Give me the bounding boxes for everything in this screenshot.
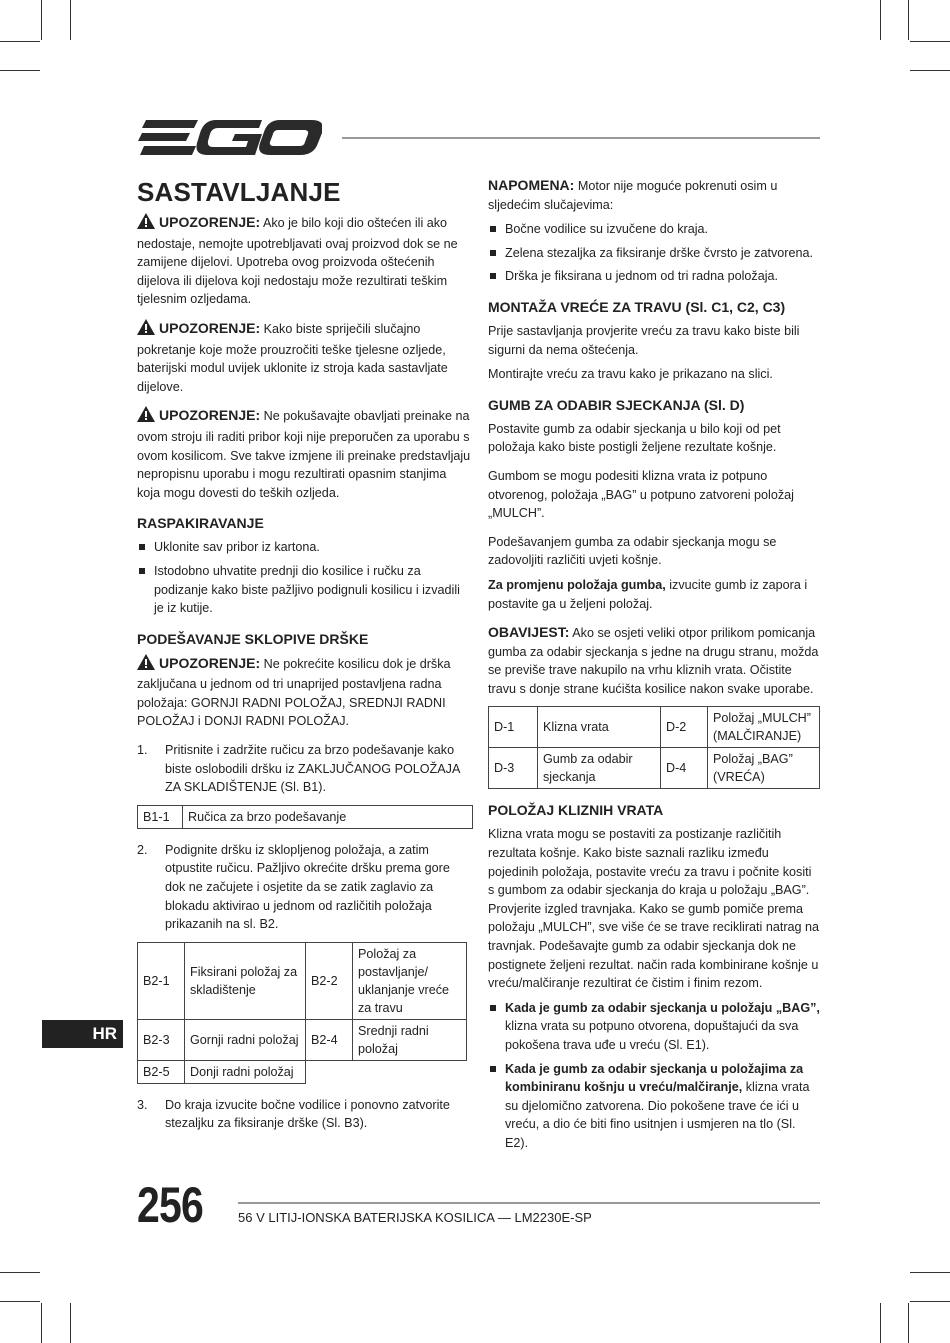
crop-mark [0, 1301, 40, 1302]
notice-text: Ako se osjeti veliki otpor prilikom pomicanja gumba za odabir sjeckanja s jedne na drugu stranu, možda se previše trave nakupilo na vrhu kliznih vrata. Očistite travu s donje strane kućišta kosilice nakon svake uporabe. [488, 626, 819, 696]
step-item: 1. Pritisnite i zadržite ručicu za brzo podešavanje kako biste oslobodili dršku iz ZAKLJUČANOG POLOŽAJA ZA SKLADIŠTENJE (Sl. B1). [137, 743, 460, 795]
note-list [488, 220, 820, 286]
bag-heading: MONTAŽA VREĆE ZA TRAVU (Sl. C1, C2, C3) [488, 298, 786, 315]
table-cell: B2-3 [138, 1019, 185, 1060]
paragraph: Klizna vrata mogu se postaviti za postizanje različitih rezultata košnje. Kako biste saznali razliku između pojedinih položaja, postavite vreću za travu i počnite kositi s gumbom za odabir sjeckanja do kraja u položaju „BAG”. Provjerite izgled travnjaka. Kako se gumb pomiče prema položaju „MULCH”, sve više će se trave reciklirati natrag na travnjak. Podešavajte gumb za odabir sjeckanja dok ne postignete željeni rezultat. način rada kombinirane košnje u vreću/malčiranje rezultirat će čistim i finim rezom. [488, 827, 820, 991]
door-list [488, 999, 820, 1153]
warning-text: Ne pokušavajte obavljati preinake na ovom stroju ili raditi pribor koji nije preporučen za uporabu s ovom kosilicom. Sve takve izmjene ili preinake predstavljaju nepropisnu uporabu i mogu rezultirati opasnim stanjima koja mogu dovesti do teških ozljeda. [137, 409, 471, 500]
table-cell: B2-2 [306, 942, 353, 1019]
warning-icon [137, 319, 155, 341]
table-cell: Položaj „BAG” (VREĆA) [708, 748, 820, 789]
crop-mark [908, 0, 909, 40]
paragraph: Prije sastavljanja provjerite vreću za travu kako biste bili sigurni da nema oštećenja. [488, 323, 800, 357]
table-row [138, 942, 467, 1019]
header-rule [342, 137, 820, 139]
table-cell: Donji radni položaj [185, 1060, 306, 1083]
warning-3 [137, 406, 473, 502]
steps-list [137, 841, 473, 934]
bullet-icon [490, 1005, 496, 1011]
bullet-icon [139, 568, 145, 574]
list-item: Kada je gumb za odabir sjeckanja u položajima za kombiniranu košnju u vreću/malčiranje, klizna vrata su djelomično zatvorena. Dio pokošene trave će ići u vreću, a dio će biti fino usitnjen i usmjeren na tlo (Sl. E2). [488, 1060, 820, 1153]
table-cell: D-1 [489, 707, 538, 748]
crop-mark [880, 1303, 881, 1343]
notice [488, 623, 820, 698]
unpack-heading: RASPAKIRAVANJE [137, 515, 264, 532]
note-text: Motor nije moguće pokrenuti osim u sljedećim slučajevima: [488, 179, 778, 212]
left-column [137, 176, 473, 1141]
ego-logo [138, 118, 322, 163]
list-item: Bočne vodilice su izvučene do kraja. [488, 220, 820, 239]
footer-rule [238, 1202, 820, 1204]
table-row [138, 1019, 467, 1060]
list-item: Uklonite sav pribor iz kartona. [137, 538, 473, 557]
language-tab: HR [42, 1020, 123, 1048]
table-row [489, 748, 820, 789]
warning-label: UPOZORENJE: [159, 319, 261, 336]
table-cell: B2-5 [138, 1060, 185, 1083]
table-cell: Ručica za brzo podešavanje [183, 805, 473, 828]
warning-text: Kako biste spriječili slučajno pokretanje koje može prouzročiti teške tjelesne ozljede, baterijski modul uvijek uklonite iz stroja kada sastavljate dijelove. [137, 321, 448, 394]
table-cell: B1-1 [138, 805, 183, 828]
table-cell: B2-1 [138, 942, 185, 1019]
crop-mark [41, 1303, 42, 1343]
table-cell: Gornji radni položaj [185, 1019, 306, 1060]
note-label: NAPOMENA: [488, 177, 575, 193]
table-cell: Položaj za postavljanje/ uklanjanje vreće za travu [353, 942, 467, 1019]
table-cell: D-3 [489, 748, 538, 789]
warning-label: UPOZORENJE: [159, 214, 261, 230]
unpack-list [137, 538, 473, 617]
table-cell: Gumb za odabir sjeckanja [538, 748, 661, 789]
warning-label: UPOZORENJE: [159, 654, 261, 671]
table-row [489, 707, 820, 748]
page-number: 256 [137, 1177, 203, 1233]
step-item: 3. Do kraja izvucite bočne vodilice i ponovno zatvorite stezaljku za fiksiranje drške (Sl. B3). [137, 1097, 450, 1131]
empty-cell [306, 1060, 353, 1083]
warning-label: UPOZORENJE: [159, 407, 261, 424]
list-item: Istodobno uhvatite prednji dio kosilice i ručku za podizanje kako biste pažljivo podignuli kosilicu i izvadili je iz kutije. [137, 562, 473, 618]
table-row [138, 805, 473, 828]
door-heading: POLOŽAJ KLIZNIH VRATA [488, 802, 664, 819]
warning-text: Ne pokrećite kosilicu dok je drška zaključana u jednom od tri unaprijed postavljena radna položaja: GORNJI RADNI POLOŽAJ, SREDNJI RADNI POLOŽAJ i DONJI RADNI POLOŽAJ. [137, 656, 451, 729]
crop-mark [0, 1272, 40, 1273]
notice-label: OBAVIJEST: [488, 624, 570, 641]
crop-mark [910, 1301, 950, 1302]
paragraph: Za promjenu položaja gumba, izvucite gumb iz zapora i postavite ga u željeni položaj. [488, 577, 808, 611]
bullet-icon [490, 1066, 496, 1072]
bullet-icon [490, 226, 496, 232]
crop-mark [0, 41, 40, 42]
b1-table [137, 805, 473, 829]
table-cell: Klizna vrata [538, 707, 661, 748]
crop-mark [0, 70, 40, 71]
bullet-icon [490, 273, 496, 279]
bullet-icon [490, 250, 496, 256]
paragraph: Podešavanjem gumba za odabir sjeckanja mogu se zadovoljiti različiti uvjeti košnje. [488, 534, 777, 568]
table-cell: Položaj „MULCH” (MALČIRANJE) [708, 707, 820, 748]
knob-heading: GUMB ZA ODABIR SJECKANJA (Sl. D) [488, 396, 745, 413]
fold-heading: PODEŠAVANJE SKLOPIVE DRŠKE [137, 630, 369, 647]
b2-table [137, 942, 467, 1084]
warning-icon [137, 406, 155, 428]
steps-list [137, 1096, 473, 1133]
table-cell: D-4 [661, 748, 708, 789]
crop-mark [880, 0, 881, 40]
warning-icon [137, 654, 155, 676]
warning-4 [137, 654, 473, 731]
warning-icon [137, 213, 155, 235]
warning-1 [137, 213, 473, 309]
table-cell: Fiksirani položaj za skladištenje [185, 942, 306, 1019]
table-row [138, 1060, 467, 1083]
warning-2 [137, 319, 473, 396]
crop-mark [910, 41, 950, 42]
list-item: Zelena stezaljka za fiksiranje drške čvrsto je zatvorena. [488, 244, 820, 263]
crop-mark [910, 70, 950, 71]
bullet-icon [139, 544, 145, 550]
table-cell: B2-4 [306, 1019, 353, 1060]
right-column [488, 176, 820, 1159]
crop-mark [70, 1303, 71, 1343]
footer-text: 56 V LITIJ-IONSKA BATERIJSKA KOSILICA — LM2230E-SP [238, 1210, 592, 1225]
page-title: SASTAVLJANJE [137, 177, 341, 207]
step-item: 2. Podignite dršku iz sklopljenog položaja, a zatim otpustite ručicu. Pažljivo okrećite dršku prema gore dok ne začujete i osjetite da se zatik zaglavio za blokadu aktivirao u jednom od različitih položaja prikazanih na sl. B2. [137, 842, 450, 932]
warning-text: Ako je bilo koji dio oštećen ili ako nedostaje, nemojte upotrebljavati ovaj proizvod dok se ne zamijene dijelovi. Upotreba ovog proizvoda oštećenih dijelova ili dijelova koji nedostaju može rezultirati teškim tjelesnim ozljedama. [137, 216, 458, 307]
note [488, 176, 820, 214]
paragraph: Gumbom se mogu podesiti klizna vrata iz potpuno otvorenog, položaja „BAG” u potpuno zatvoreni položaj „MULCH”. [488, 468, 794, 521]
crop-mark [908, 1303, 909, 1343]
crop-mark [41, 0, 42, 40]
empty-cell [353, 1060, 467, 1083]
crop-mark [910, 1272, 950, 1273]
steps-list [137, 741, 473, 797]
paragraph: Montirajte vreću za travu kako je prikazano na slici. [488, 367, 773, 382]
table-cell: D-2 [661, 707, 708, 748]
d-table [488, 706, 820, 789]
crop-mark [70, 0, 71, 40]
table-cell: Srednji radni položaj [353, 1019, 467, 1060]
list-item: Kada je gumb za odabir sjeckanja u položaju „BAG”, klizna vrata su potpuno otvorena, dopuštajući da sva pokošena trava uđe u vreću (Sl. E1). [488, 999, 820, 1055]
paragraph: Postavite gumb za odabir sjeckanja u bilo koji od pet položaja kako biste postigli željene rezultate košnje. [488, 421, 781, 455]
list-item: Drška je fiksirana u jednom od tri radna položaja. [488, 267, 820, 286]
